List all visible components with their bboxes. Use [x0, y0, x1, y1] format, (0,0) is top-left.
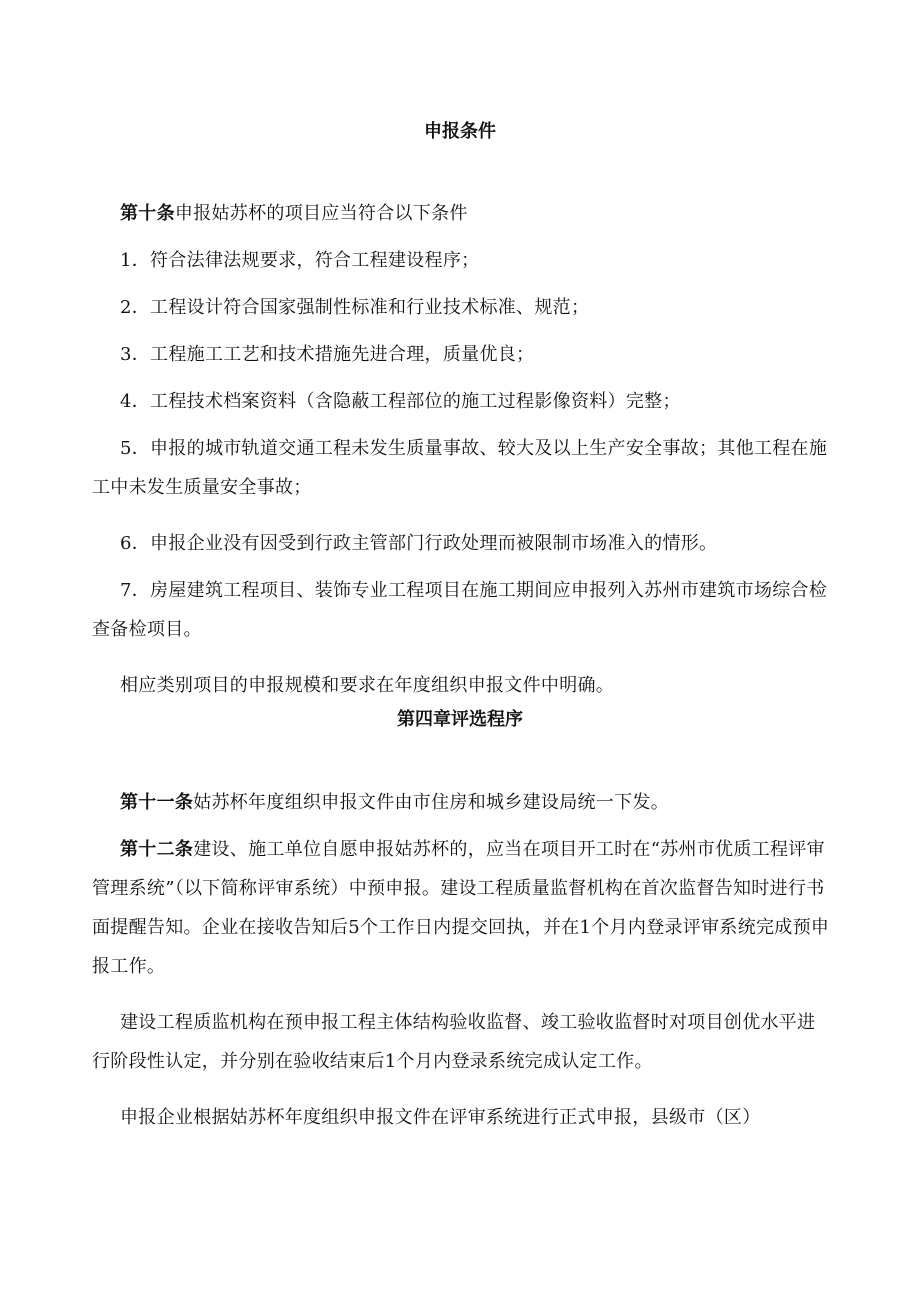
- condition-1: 1．符合法律法规要求，符合工程建设程序；: [120, 250, 480, 271]
- article-11: [92, 783, 832, 822]
- condition-5: 5．申报的城市轨道交通工程未发生质量事故、较大及以上生产安全事故；其他工程在施工中未发生质量安全事故；: [92, 438, 828, 498]
- condition-2: 2．工程设计符合国家强制性标准和行业技术标准、规范；: [120, 297, 590, 318]
- condition-4: 4．工程技术档案资料（含隐蔽工程部位的施工过程影像资料）完整；: [120, 391, 681, 412]
- paragraph-formal-application: 申报企业根据姑苏杯年度组织申报文件在评审系统进行正式申报，县级市（区）: [120, 1107, 761, 1128]
- scale-note: 相应类别项目的申报规模和要求在年度组织申报文件中明确。: [120, 675, 615, 696]
- condition-6: 6．申报企业没有因受到行政主管部门行政处理而被限制市场准入的情形。: [120, 533, 718, 554]
- article-12: [92, 830, 832, 986]
- section-title: 申报条件: [424, 121, 496, 142]
- article-11-text: 姑苏杯年度组织申报文件由市住房和城乡建设局统一下发。: [193, 792, 670, 813]
- chapter-title: 第四章评选程序: [397, 709, 523, 730]
- article-11-label: 第十一条: [120, 792, 194, 813]
- article-10: [92, 194, 832, 233]
- article-10-text: 申报姑苏杯的项目应当符合以下条件: [174, 203, 468, 224]
- condition-7: 7．房屋建筑工程项目、装饰专业工程项目在施工期间应申报列入苏州市建筑市场综合检查备检项目。: [92, 580, 828, 640]
- article-12-text: 建设、施工单位自愿申报姑苏杯的，应当在项目开工时在“苏州市优质工程评审管理系统”（以下简称评审系统）中预申报。建设工程质量监督机构在首次监督告知时进行书面提醒告知。企业在接收告知后5个工作日内提交回执，并在1个月内登录评审系统完成预申报工作。: [92, 839, 830, 977]
- paragraph-quality-agency: 建设工程质监机构在预申报工程主体结构验收监督、竣工验收监督时对项目创优水平进行阶段性认定，并分别在验收结束后1个月内登录系统完成认定工作。: [92, 1012, 816, 1072]
- condition-3: 3．工程施工工艺和技术措施先进合理，质量优良；: [120, 344, 535, 365]
- article-10-label: 第十条: [120, 203, 175, 224]
- article-12-label: 第十二条: [120, 839, 194, 860]
